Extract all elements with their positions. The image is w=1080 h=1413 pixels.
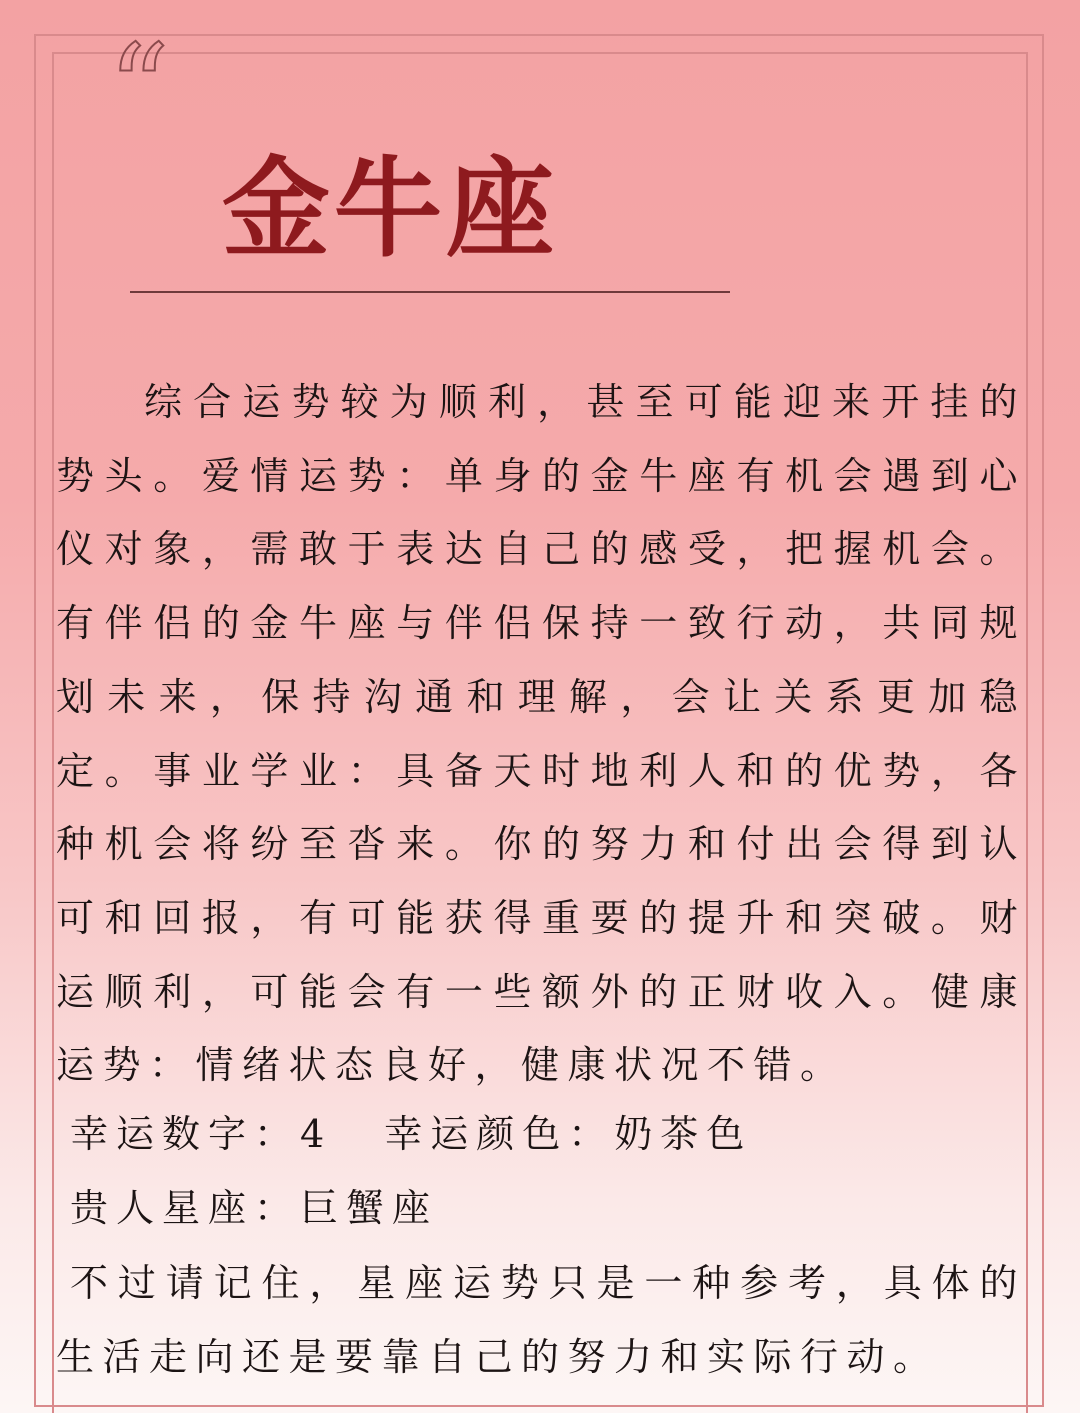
lucky-color-label: 幸运颜色：: [384, 1112, 615, 1156]
lucky-number-and-color: [70, 1098, 752, 1171]
page-title: 金牛座: [222, 146, 559, 272]
title-divider: [130, 291, 730, 293]
noble-sign-value: 巨蟹座: [300, 1186, 439, 1230]
lucky-color-value: 奶茶色: [614, 1112, 753, 1156]
noble-sign-label: 贵人星座：: [70, 1186, 301, 1230]
noble-sign: [70, 1172, 438, 1245]
quote-mark-icon: “: [108, 20, 170, 159]
lucky-number-value: 4: [300, 1112, 333, 1156]
closing-note: 不过请记住，星座运势只是一种参考，具体的生活走向还是要靠自己的努力和实际行动。: [56, 1261, 1026, 1379]
lucky-number-label: 幸运数字：: [70, 1112, 301, 1156]
horoscope-body: 综合运势较为顺利，甚至可能迎来开挂的势头。爱情运势：单身的金牛座有机会遇到心仪对象，需敢于表达自己的感受，把握机会。有伴侣的金牛座与伴侣保持一致行动，共同规划未来，保持沟通和理解，会让关系更加稳定。事业学业：具备天时地利人和的优势，各种机会将纷至沓来。你的努力和付出会得到认可和回报，有可能获得重要的提升和突破。财运顺利，可能会有一些额外的正财收入。健康运势：情绪状态良好，健康状况不错。: [56, 380, 1026, 1088]
